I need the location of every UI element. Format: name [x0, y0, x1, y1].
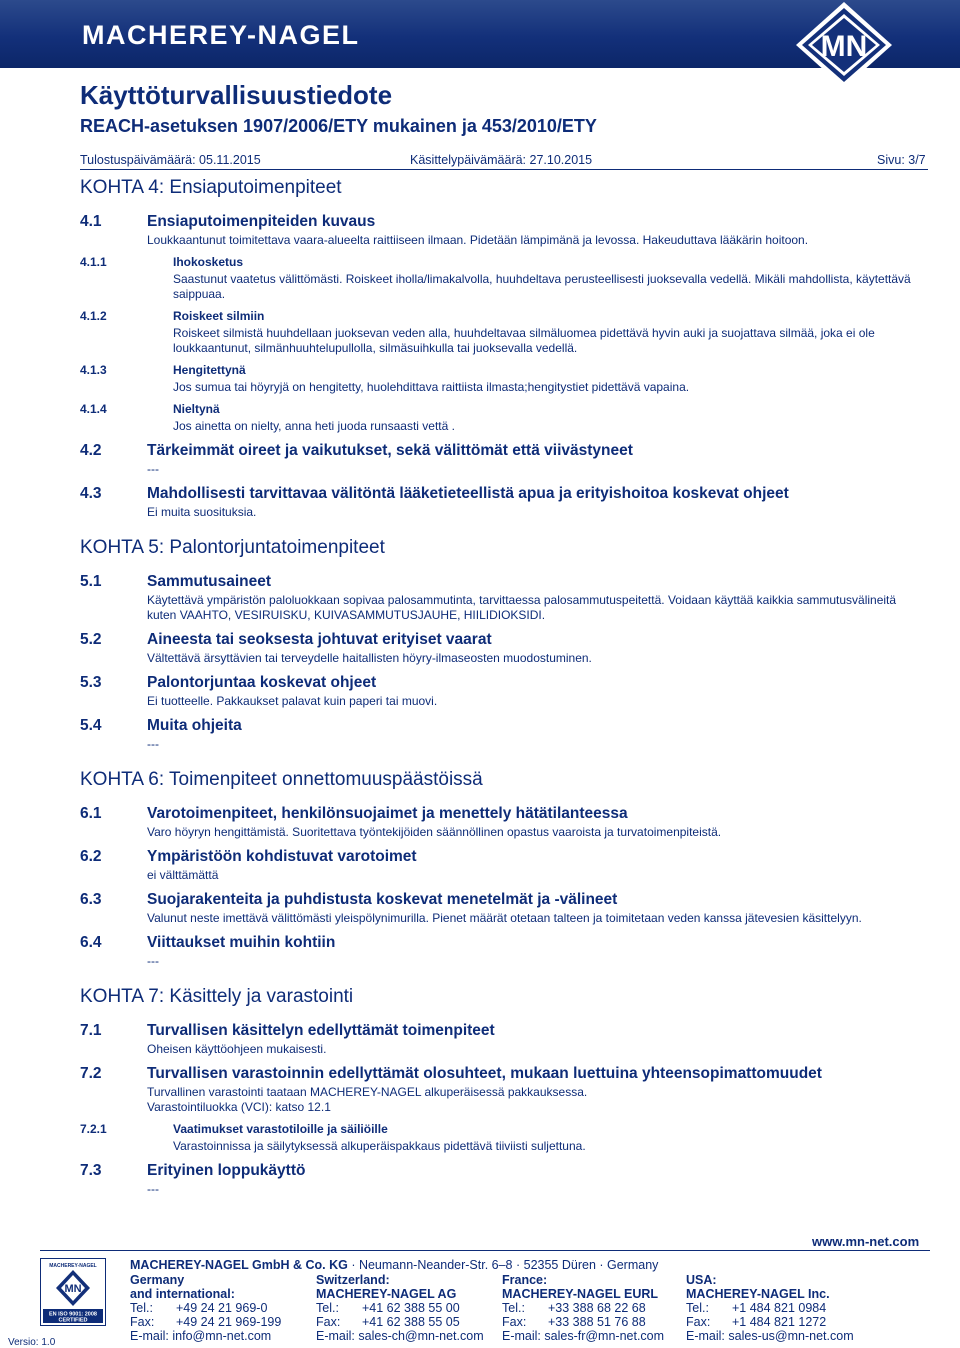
- subsection-title: Mahdollisesti tarvittavaa välitöntä lääketieteellistä apua ja erityishoitoa koskevat ohjeet: [147, 485, 789, 502]
- section-heading: KOHTA 6: Toimenpiteet onnettomuuspäästöissä: [80, 769, 483, 790]
- subsection-number: 4.1.4: [80, 402, 107, 416]
- subsection-text: Saastunut vaatetus välittömästi. Roiskeet iholla/limakalvolla, huuhdeltava perusteellisesti juoksevalla vedellä. Mikäli mahdollista, käytettävä saippuaa.: [173, 272, 911, 301]
- subsection-title: Ensiaputoimenpiteiden kuvaus: [147, 213, 376, 230]
- footer-tel-row: [686, 1301, 854, 1315]
- subsection-title: Ihokosketus: [173, 255, 244, 269]
- subsection-number: 7.3: [80, 1162, 102, 1179]
- subsection-title: Suojarakenteita ja puhdistusta koskevat menetelmät ja -välineet: [147, 891, 618, 908]
- subsection-number: 6.4: [80, 934, 102, 951]
- page-number: Sivu: 3/7: [877, 153, 926, 167]
- document-subtitle: REACH-asetuksen 1907/2006/ETY mukainen ja 453/2010/ETY: [80, 116, 597, 136]
- subsection-heading: [80, 804, 928, 823]
- fax-value: +33 388 51 76 88: [548, 1315, 646, 1329]
- subsection-text: Varastoinnissa ja säilytyksessä alkuperäispakkaus pidettävä tiiviisti suljettuna.: [173, 1139, 586, 1153]
- footer-contact-column: [130, 1273, 281, 1343]
- subsection-number: 4.3: [80, 485, 102, 502]
- version-label: Versio: 1.0: [8, 1337, 56, 1348]
- document-title: Käyttöturvallisuustiedote: [80, 80, 393, 110]
- subsection-title: Sammutusaineet: [147, 573, 272, 590]
- subsection-heading: [80, 1122, 928, 1137]
- mn-logo-icon: [780, 0, 908, 90]
- footer-fax-row: [686, 1315, 854, 1329]
- print-date: Tulostuspäivämäärä: 05.11.2015: [80, 153, 261, 167]
- subsection-title: Aineesta tai seoksesta johtuvat erityiset vaarat: [147, 631, 492, 648]
- section-heading: KOHTA 4: Ensiaputoimenpiteet: [80, 177, 342, 198]
- subsection-text: ---: [147, 462, 159, 476]
- subsection-number: 7.1: [80, 1022, 102, 1039]
- email-label: E-mail:: [502, 1329, 541, 1343]
- subsection-number: 4.1.2: [80, 309, 107, 323]
- subsection-heading: [80, 212, 928, 231]
- tel-value: +33 388 68 22 68: [548, 1301, 646, 1315]
- footer-tel-row: [130, 1301, 281, 1315]
- subsection-number: 7.2: [80, 1065, 102, 1082]
- footer-fax-row: [130, 1315, 281, 1329]
- subsection-text: Varastointiluokka (VCI): katso 12.1: [147, 1100, 331, 1114]
- subsection-number: 5.3: [80, 674, 102, 691]
- process-date: Käsittelypäivämäärä: 27.10.2015: [410, 153, 593, 167]
- subsection-text: ei välttämättä: [147, 868, 219, 882]
- subsection-heading: [80, 933, 928, 952]
- subsection-heading: [80, 309, 928, 324]
- subsection-title: Varotoimenpiteet, henkilönsuojaimet ja menettely hätätilanteessa: [147, 805, 628, 822]
- subsection-heading: [80, 716, 928, 735]
- subsection-text: Oheisen käyttöohjeen mukaisesti.: [147, 1042, 327, 1056]
- subsection-text: ---: [147, 737, 159, 751]
- subsection-title: Tärkeimmät oireet ja vaikutukset, sekä välittömät että viivästyneet: [147, 442, 633, 459]
- subsection-text: Loukkaantunut toimitettava vaara-alueelta raittiiseen ilmaan. Pidetään lämpimänä ja levossa. Hakeuduttava lääkärin hoitoon.: [147, 233, 809, 247]
- tel-label: Tel.:: [130, 1301, 153, 1315]
- subsection-title: Palontorjuntaa koskevat ohjeet: [147, 674, 377, 691]
- subsection-title: Muita ohjeita: [147, 717, 242, 734]
- footer-tel-row: [502, 1301, 664, 1315]
- company-name: MACHEREY-NAGEL GmbH & Co. KG: [130, 1258, 348, 1272]
- subsection-number: 5.4: [80, 717, 102, 734]
- footer-email-row: [316, 1329, 484, 1343]
- subsection-title: Nieltynä: [173, 402, 220, 416]
- footer-email-row: [686, 1329, 854, 1343]
- email-link[interactable]: sales-ch@mn-net.com: [358, 1329, 484, 1343]
- subsection-number: 4.1.3: [80, 363, 107, 377]
- subsection-text: Varo höyryn hengittämistä. Suoritettava työntekijöiden säännöllinen opastus vaaroista ja turvatoimenpiteistä.: [147, 825, 722, 839]
- subsection-heading: [80, 890, 928, 909]
- company-street: · Neumann-Neander-Str. 6–8 · 52355 Düren · Germany: [347, 1258, 659, 1272]
- subsection-heading: [80, 255, 928, 270]
- footer-region: Germany: [130, 1273, 185, 1287]
- company-address: [130, 1258, 658, 1272]
- tel-label: Tel.:: [502, 1301, 525, 1315]
- subsection-number: 4.2: [80, 442, 102, 459]
- fax-value: +49 24 21 969-199: [176, 1315, 282, 1329]
- subsection-title: Erityinen loppukäyttö: [147, 1162, 306, 1179]
- footer-region: France:: [502, 1273, 548, 1287]
- subsection-heading: [80, 673, 928, 692]
- subsection-heading: [80, 630, 928, 649]
- email-label: E-mail:: [686, 1329, 725, 1343]
- subsection-text: Jos ainetta on nielty, anna heti juoda runsaasti vettä .: [173, 419, 455, 433]
- cert-logo-text: MN: [64, 1283, 82, 1295]
- document-body: [80, 176, 928, 1197]
- tel-value: +1 484 821 0984: [732, 1301, 827, 1315]
- email-label: E-mail:: [316, 1329, 355, 1343]
- subsection-title: Hengitettynä: [173, 363, 246, 377]
- subsection-number: 4.1: [80, 213, 102, 230]
- footer-entity: and international:: [130, 1287, 235, 1301]
- subsection-title: Ympäristöön kohdistuvat varotoimet: [147, 848, 417, 865]
- header-divider: [80, 169, 928, 170]
- footer-contact-column: [686, 1273, 854, 1343]
- subsection-number: 5.2: [80, 631, 102, 648]
- section-heading: KOHTA 5: Palontorjuntatoimenpiteet: [80, 537, 385, 558]
- subsection-heading: [80, 441, 928, 460]
- fax-label: Fax:: [686, 1315, 711, 1329]
- section-heading: KOHTA 7: Käsittely ja varastointi: [80, 986, 354, 1007]
- subsection-heading: [80, 847, 928, 866]
- footer-contact-column: [316, 1273, 484, 1343]
- subsection-number: 6.2: [80, 848, 102, 865]
- subsection-heading: [80, 1021, 928, 1040]
- footer-entity: MACHEREY-NAGEL AG: [316, 1287, 457, 1301]
- email-link[interactable]: info@mn-net.com: [172, 1329, 272, 1343]
- footer-email-row: [502, 1329, 664, 1343]
- subsection-text: Turvallinen varastointi taataan MACHEREY-NAGEL alkuperäisessä pakkauksessa.: [147, 1085, 588, 1099]
- fax-label: Fax:: [316, 1315, 341, 1329]
- subsection-heading: [80, 484, 928, 503]
- logo-text: MN: [820, 30, 868, 63]
- tel-label: Tel.:: [686, 1301, 709, 1315]
- subsection-title: Turvallisen varastoinnin edellyttämät olosuhteet, mukaan luettuina yhteensopimattomuudet: [147, 1065, 822, 1082]
- iso-certificate-icon: [40, 1258, 106, 1326]
- subsection-text: Ei tuotteelle. Pakkaukset palavat kuin paperi tai muovi.: [147, 694, 438, 708]
- footer-email-row: [130, 1329, 281, 1343]
- footer-entity: MACHEREY-NAGEL Inc.: [686, 1287, 830, 1301]
- subsection-number: 6.1: [80, 805, 102, 822]
- fax-value: +41 62 388 55 05: [362, 1315, 460, 1329]
- footer-fax-row: [316, 1315, 484, 1329]
- subsection-heading: [80, 363, 928, 378]
- subsection-text: Vältettävä ärsyttävien tai terveydelle haitallisten höyry-ilmaseosten muodostuminen.: [147, 651, 592, 665]
- fax-value: +1 484 821 1272: [732, 1315, 827, 1329]
- footer-entity: MACHEREY-NAGEL EURL: [502, 1287, 659, 1301]
- tel-value: +41 62 388 55 00: [362, 1301, 460, 1315]
- tel-label: Tel.:: [316, 1301, 339, 1315]
- footer-region: Switzerland:: [316, 1273, 390, 1287]
- subsection-text: Käytettävä ympäristön paloluokkaan sopivaa palosammutinta, tarvittaessa palosammutuspeitettä. Voidaan käyttää kaikkia sammutusvälineitä kuten VAAHTO, VESIRUISKU, KUIVASAMMUTUSJAUHE, HIILIDIOKSIDI.: [147, 593, 897, 622]
- cert-company: MACHEREY-NAGEL: [49, 1263, 97, 1269]
- subsection-heading: [80, 572, 928, 591]
- subsection-text: ---: [147, 954, 159, 968]
- subsection-title: Viittaukset muihin kohtiin: [147, 934, 336, 951]
- subsection-text: Roiskeet silmistä huuhdellaan juoksevan veden alla, huuhdeltavaa silmäluomea pidettävä hyvin auki ja suojattava silmää, joka ei ole loukkaantunut, silmänhuuhtelupullolla, silmäsuihkulla tai juoksevalla vedellä.: [173, 326, 875, 355]
- cert-standard: EN ISO 9001: 2008: [48, 1311, 98, 1318]
- subsection-number: 7.2.1: [80, 1122, 107, 1136]
- brand-name: MACHEREY-NAGEL: [82, 20, 360, 50]
- email-link[interactable]: sales-fr@mn-net.com: [544, 1329, 665, 1343]
- footer-contact-column: [502, 1273, 664, 1343]
- subsection-text: Valunut neste imettävä välittömästi yleispölynimurilla. Pienet määrät otetaan talteen ja toimitetaan veden kanssa jätevesien käsittelyyn.: [147, 911, 862, 925]
- subsection-heading: [80, 402, 928, 417]
- subsection-title: Vaatimukset varastotiloille ja säiliöille: [173, 1122, 388, 1136]
- cert-label: CERTIFIED: [58, 1317, 88, 1324]
- website-link[interactable]: www.mn-net.com: [812, 1234, 920, 1249]
- footer-region: USA:: [686, 1273, 717, 1287]
- fax-label: Fax:: [130, 1315, 155, 1329]
- subsection-number: 4.1.1: [80, 255, 107, 269]
- subsection-number: 5.1: [80, 573, 102, 590]
- subsection-heading: [80, 1064, 928, 1083]
- subsection-heading: [80, 1161, 928, 1180]
- footer-fax-row: [502, 1315, 664, 1329]
- subsection-number: 6.3: [80, 891, 102, 908]
- email-label: E-mail:: [130, 1329, 169, 1343]
- tel-value: +49 24 21 969-0: [176, 1301, 268, 1315]
- fax-label: Fax:: [502, 1315, 527, 1329]
- subsection-text: ---: [147, 1182, 159, 1196]
- subsection-title: Turvallisen käsittelyn edellyttämät toimenpiteet: [147, 1022, 495, 1039]
- subsection-text: Ei muita suosituksia.: [147, 505, 257, 519]
- email-link[interactable]: sales-us@mn-net.com: [728, 1329, 854, 1343]
- subsection-title: Roiskeet silmiin: [173, 309, 265, 323]
- footer-tel-row: [316, 1301, 484, 1315]
- subsection-text: Jos sumua tai höyryjä on hengitetty, huolehdittava raittiista ilmasta;hengitystiet pidettävä vapaina.: [173, 380, 690, 394]
- footer-divider: [40, 1250, 930, 1251]
